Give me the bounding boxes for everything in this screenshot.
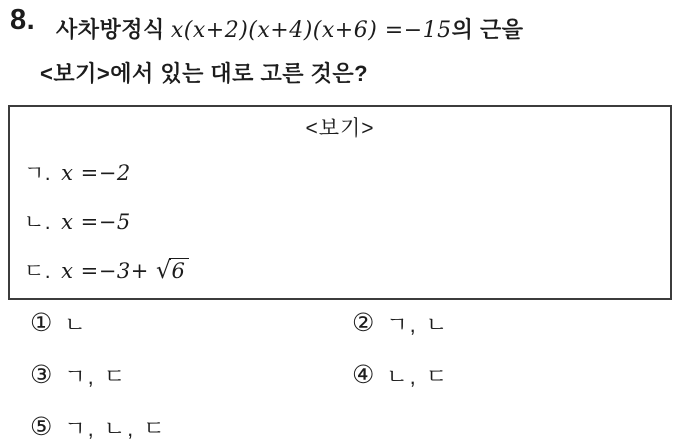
radicand: 6 <box>169 258 189 283</box>
choice-5[interactable] <box>30 412 352 443</box>
boki-item-label: ㄴ. <box>24 211 52 234</box>
question-suffix: 의 근을 <box>451 17 524 42</box>
choice-5-text: ㄱ, ㄴ, ㄷ <box>64 416 167 441</box>
boki-item-digeut <box>24 255 656 285</box>
boki-item-label: ㄷ. <box>24 260 52 283</box>
boki-item-math: x =−2 <box>61 161 131 185</box>
boki-box <box>8 105 672 300</box>
question-number: 8. <box>10 4 36 36</box>
boki-item-math: x =−5 <box>61 210 131 234</box>
choice-2[interactable] <box>352 308 679 339</box>
question-text-line1 <box>56 13 524 44</box>
choice-1-number-icon: ① <box>30 309 53 337</box>
choice-1[interactable] <box>30 308 352 339</box>
choice-4-number-icon: ④ <box>352 361 375 389</box>
boki-item-label: ㄱ. <box>24 162 52 185</box>
choice-1-text: ㄴ <box>64 312 88 337</box>
choice-5-number-icon: ⑤ <box>30 413 53 441</box>
question-equation: x(x+2)(x+4)(x+6) =−15 <box>170 18 452 43</box>
boki-title: <보기> <box>305 117 375 140</box>
boki-item-nieun <box>24 206 656 236</box>
choice-3-number-icon: ③ <box>30 361 53 389</box>
boki-item-math: x =−3+ <box>61 259 149 283</box>
choice-3[interactable] <box>30 360 352 391</box>
answer-choices <box>30 308 679 443</box>
choice-2-text: ㄱ, ㄴ <box>386 312 450 337</box>
boki-item-giyeok <box>24 157 656 187</box>
choice-2-number-icon: ② <box>352 309 375 337</box>
choice-4-text: ㄴ, ㄷ <box>386 364 450 389</box>
question-prefix: 사차방정식 <box>56 17 165 42</box>
question-text-line2: <보기>에서 있는 대로 고른 것은? <box>40 61 369 86</box>
choice-4[interactable] <box>352 360 679 391</box>
radical-sign: √ <box>155 256 172 284</box>
choice-3-text: ㄱ, ㄷ <box>64 364 128 389</box>
